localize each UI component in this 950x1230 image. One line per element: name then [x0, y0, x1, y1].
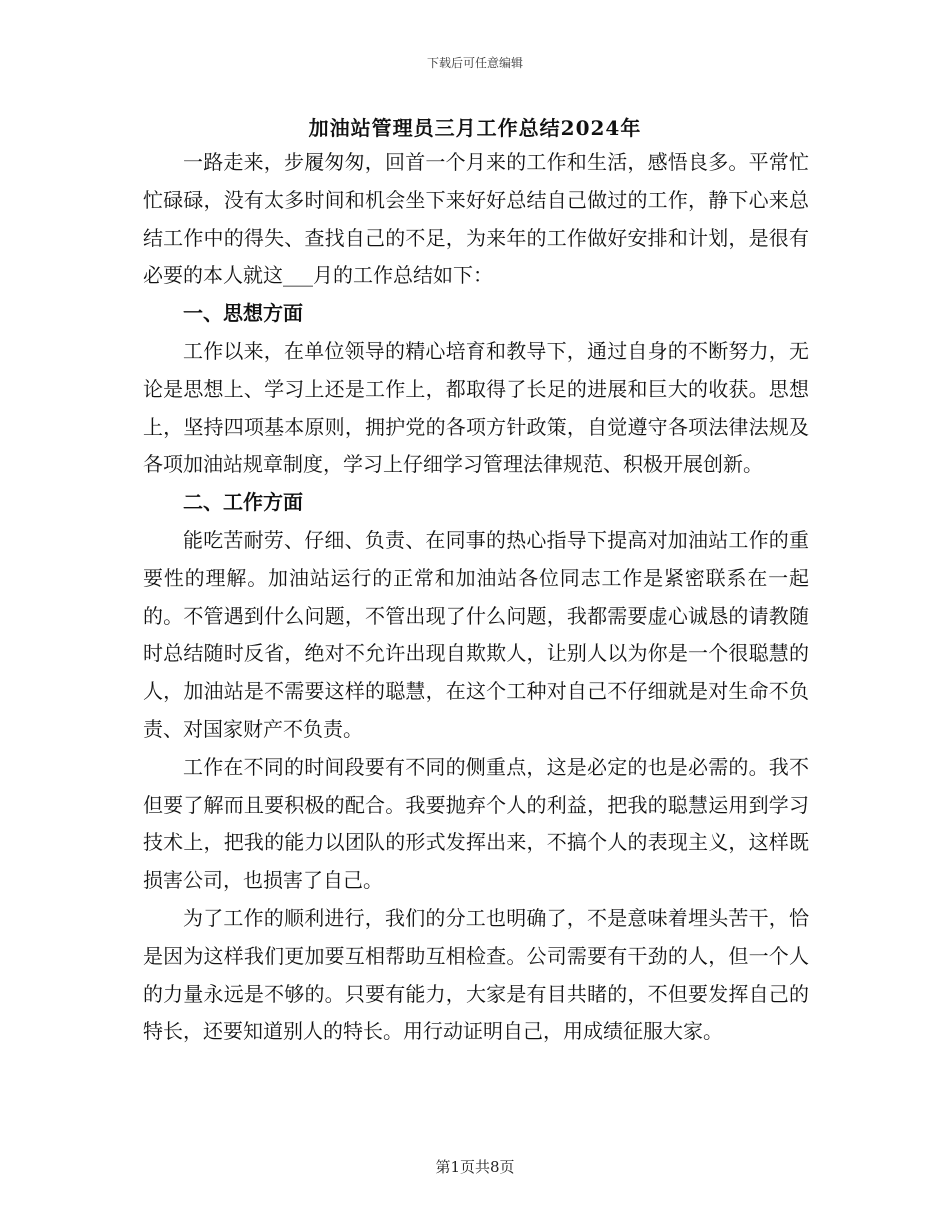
- section-work-paragraph-2: 工作在不同的时间段要有不同的侧重点，这是必定的也是必需的。我不但要了解而且要积极的配合。我要抛弃个人的利益，把我的聪慧运用到学习技术上，把我的能力以团队的形式发挥出来，不搞个人的表现主义，这样既损害公司，也损害了自己。: [143, 754, 809, 893]
- page-footer-indicator: 第1页共8页: [435, 1158, 515, 1176]
- section-work-paragraph-1: 能吃苦耐劳、仔细、负责、在同事的热心指导下提高对加油站工作的重要性的理解。加油站运行的正常和加油站各位同志工作是紧密联系在一起的。不管遇到什么问题，不管出现了什么问题，我都需要虚心诚恳的请教随时总结随时反省，绝对不允许出现自欺欺人，让别人以为你是一个很聪慧的人，加油站是不需要这样的聪慧，在这个工种对自己不仔细就是对生命不负责、对国家财产不负责。: [143, 527, 809, 741]
- section-thoughts-paragraph: 工作以来，在单位领导的精心培育和教导下，通过自身的不断努力，无论是思想上、学习上还是工作上，都取得了长足的进展和巨大的收获。思想上，坚持四项基本原则，拥护党的各项方针政策，自觉遵守各项法律法规及各项加油站规章制度，学习上仔细学习管理法律规范、积极开展创新。: [143, 338, 809, 477]
- page-header-note: 下载后可任意编辑: [426, 56, 523, 70]
- document-body: [143, 144, 809, 1051]
- section-heading-thoughts: 一、思想方面: [183, 301, 303, 326]
- section-heading-work: 二、工作方面: [183, 490, 303, 515]
- intro-paragraph: 一路走来，步履匆匆，回首一个月来的工作和生活，感悟良多。平常忙忙碌碌，没有太多时间和机会坐下来好好总结自己做过的工作，静下心来总结工作中的得失、查找自己的不足，为来年的工作做好安排和计划，是很有必要的本人就这___月的工作总结如下：: [143, 150, 809, 288]
- section-work-paragraph-3: 为了工作的顺利进行，我们的分工也明确了，不是意味着埋头苦干，恰是因为这样我们更加要互相帮助互相检查。公司需要有干劲的人，但一个人的力量永远是不够的。只要有能力，大家是有目共睹的，不但要发挥自己的特长，还要知道别人的特长。用行动证明自己，用成绩征服大家。: [143, 905, 809, 1044]
- document-title: 加油站管理员三月工作总结2024年: [308, 116, 642, 140]
